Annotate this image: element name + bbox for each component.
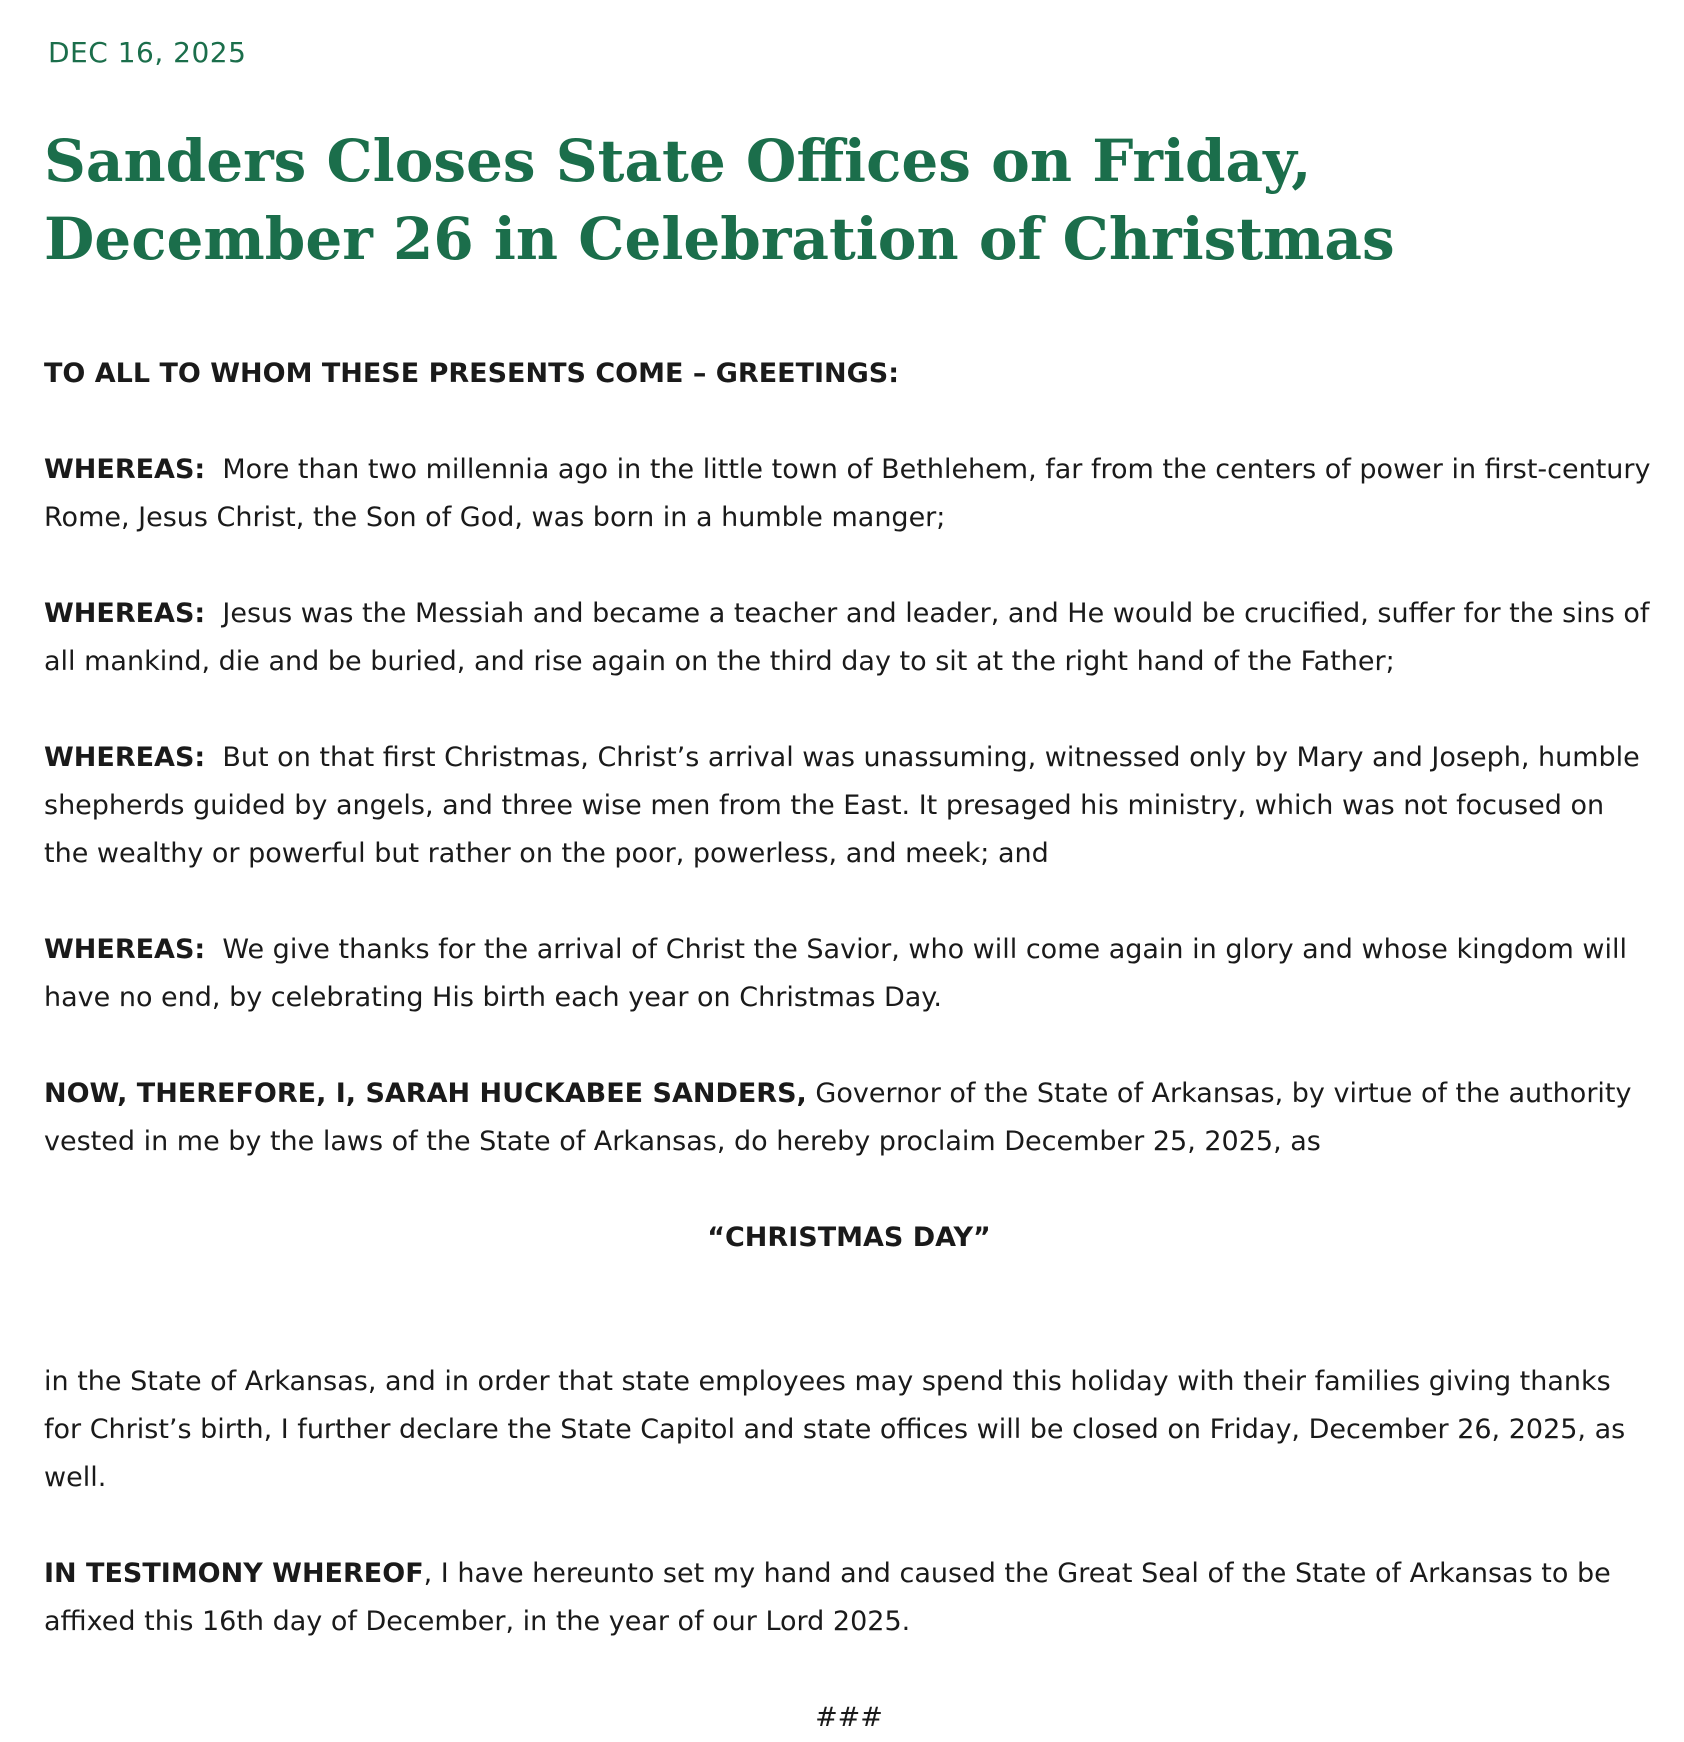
article-body xyxy=(44,350,1654,1742)
whereas-text-4: We give thanks for the arrival of Christ the Savior, who will come again in glory and whose kingdom will have no end, by celebrating His birth each year on Christmas Day. xyxy=(44,934,1628,1013)
whereas-label: WHEREAS: xyxy=(44,742,206,773)
whereas-text-2: Jesus was the Messiah and became a teacher and leader, and He would be crucified, suffer for the sins of all mankind, die and be buried, and rise again on the third day to sit at the right hand of the Father; xyxy=(44,598,1650,677)
whereas-paragraph-1 xyxy=(44,446,1654,542)
whereas-paragraph-2 xyxy=(44,590,1654,686)
declaration-paragraph: in the State of Arkansas, and in order that state employees may spend this holiday with their families giving thanks for Christ’s birth, I further declare the State Capitol and state offices will be closed on Friday, December 26, 2025, as well. xyxy=(44,1366,1626,1493)
whereas-paragraph-4 xyxy=(44,926,1654,1022)
proclaimed-day: “CHRISTMAS DAY” xyxy=(707,1222,991,1253)
whereas-label: WHEREAS: xyxy=(44,934,206,965)
whereas-text-1: More than two millennia ago in the little town of Bethlehem, far from the centers of power in first-century Rome, Jesus Christ, the Son of God, was born in a humble manger; xyxy=(44,454,1651,533)
salutation-text: TO ALL TO WHOM THESE PRESENTS COME – GREETINGS: xyxy=(44,358,900,389)
proclamation-paragraph xyxy=(44,1070,1654,1166)
whereas-label: WHEREAS: xyxy=(44,598,206,629)
proclamation-text: Governor of the State of Arkansas, by virtue of the authority vested in me by the laws of the State of Arkansas, do hereby proclaim December 25, 2025, as xyxy=(44,1078,1632,1157)
salutation xyxy=(44,350,1654,398)
article-title: Sanders Closes State Offices on Friday, December 26 in Celebration of Christmas xyxy=(44,127,1395,273)
testimony-text: , I have hereunto set my hand and caused the Great Seal of the State of Arkansas to be affixed this 16th day of December, in the year of our Lord 2025. xyxy=(44,1558,1611,1637)
whereas-text-3: But on that first Christmas, Christ’s arrival was unassuming, witnessed only by Mary and Joseph, humble shepherds guided by angels, and three wise men from the East. It presaged his ministry, which was not focused on the wealthy or powerful but rather on the poor, powerless, and meek; and xyxy=(44,742,1640,869)
publish-date: DEC 16, 2025 xyxy=(48,36,247,69)
end-mark: ### xyxy=(815,1702,883,1733)
whereas-label: WHEREAS: xyxy=(44,454,206,485)
testimony-paragraph xyxy=(44,1550,1654,1646)
proclamation-label: NOW, THEREFORE, I, SARAH HUCKABEE SANDERS, xyxy=(44,1078,807,1109)
testimony-label: IN TESTIMONY WHEREOF xyxy=(44,1558,424,1589)
whereas-paragraph-3 xyxy=(44,734,1654,878)
